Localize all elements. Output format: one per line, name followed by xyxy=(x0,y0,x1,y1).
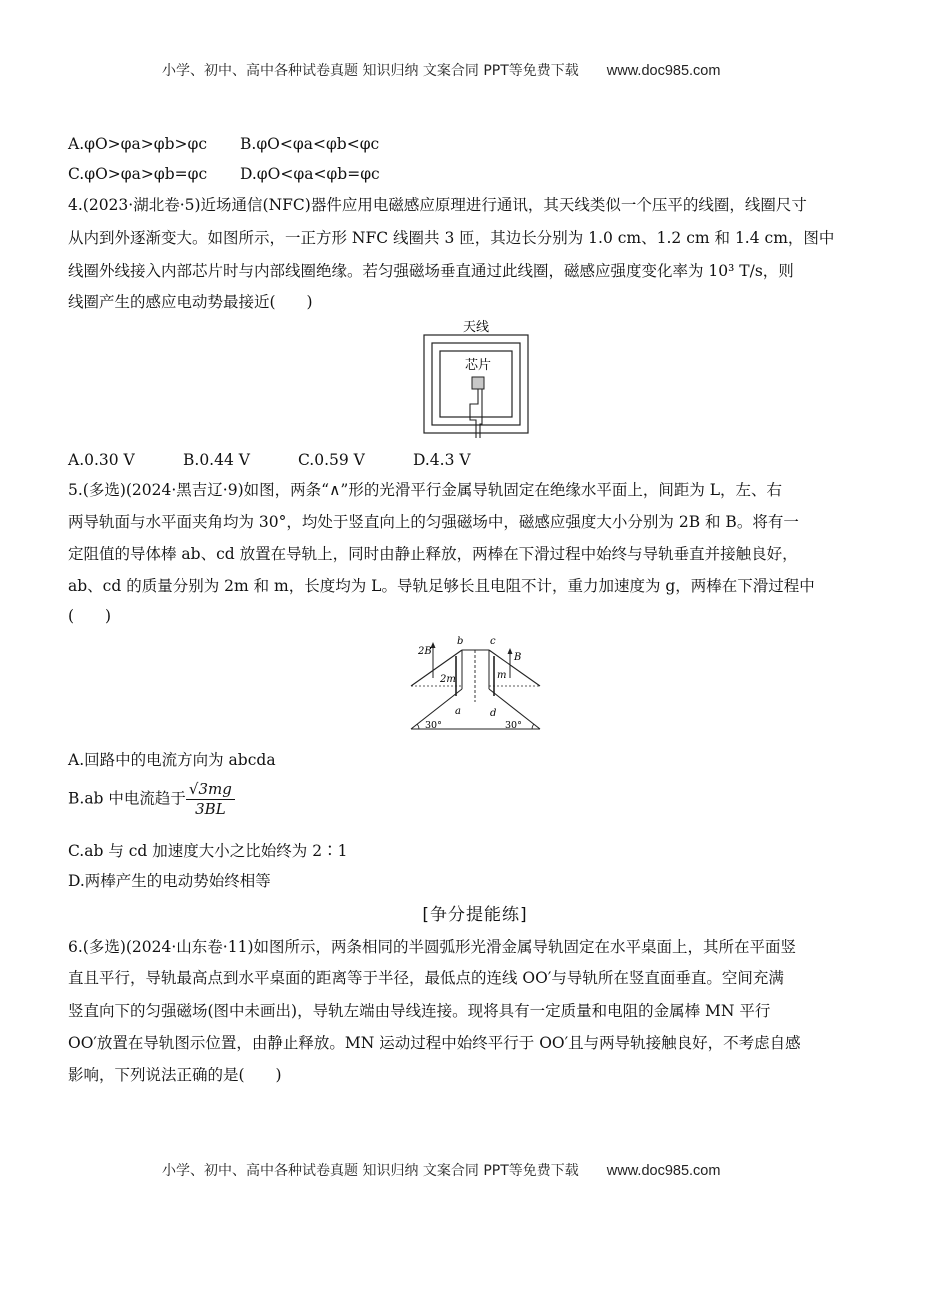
label-b-point: b xyxy=(457,636,464,647)
q5-line-2: 两导轨面与水平面夹角均为 30°，均处于竖直向上的匀强磁场中，磁感应强度大小分别为 2B 和 B。将有一 xyxy=(68,513,799,531)
label-angle-right: 30° xyxy=(505,720,522,731)
label-angle-left: 30° xyxy=(425,720,442,731)
q3-option-c: C.φO>φa>φb=φc xyxy=(68,165,208,183)
q5-option-c: C.ab 与 cd 加速度大小之比始终为 2∶1 xyxy=(68,842,348,860)
q4-option-b: B.0.44 V xyxy=(183,451,250,469)
q4-line-2: 从内到外逐渐变大。如图所示，一正方形 NFC 线圈共 3 匝，其边长分别为 1.0 cm、1.2 cm 和 1.4 cm，图中 xyxy=(68,229,835,247)
fraction-numerator: √3mg xyxy=(186,780,235,800)
chip-lead-out xyxy=(480,389,482,438)
q4-line-4: 线圈产生的感应电动势最接近( ) xyxy=(68,293,313,311)
chip-box xyxy=(472,377,484,389)
label-2m: 2m xyxy=(440,674,456,685)
q6-line-3: 竖直向下的匀强磁场(图中未画出)，导轨左端由导线连接。现将具有一定质量和电阻的金属棒 MN 平行 xyxy=(68,1002,771,1020)
header-text: 小学、初中、高中各种试卷真题 知识归纳 文案合同 PPT等免费下载 xyxy=(162,63,579,79)
q3-option-d: D.φO<φa<φb=φc xyxy=(240,165,380,183)
fraction-denominator: 3BL xyxy=(195,800,226,818)
q4-line-3: 线圈外线接入内部芯片时与内部线圈绝缘。若匀强磁场垂直通过此线圈，磁感应强度变化率为 10³ T/s，则 xyxy=(68,262,794,280)
section-title: [争分提能练] xyxy=(422,905,528,925)
label-2b: 2B xyxy=(418,646,432,657)
label-b-field: B xyxy=(514,652,522,663)
q5-option-b-fraction xyxy=(186,780,235,819)
footer-text: 小学、初中、高中各种试卷真题 知识归纳 文案合同 PPT等免费下载 xyxy=(162,1163,579,1179)
q4-option-c: C.0.59 V xyxy=(298,451,365,469)
q3-option-a: A.φO>φa>φb>φc xyxy=(68,135,208,153)
label-m: m xyxy=(497,670,507,681)
antenna-label: 天线 xyxy=(462,320,490,335)
chip-label: 芯片 xyxy=(464,358,492,373)
field-b-arrowhead xyxy=(508,648,513,654)
q4-option-a: A.0.30 V xyxy=(68,451,135,469)
header-url[interactable]: www.doc985.com xyxy=(606,63,721,79)
q5-line-3: 定阻值的导体棒 ab、cd 放置在导轨上，同时由静止释放，两棒在下滑过程中始终与导轨垂直并接触良好， xyxy=(68,545,798,563)
q4-line-1: 4.(2023·湖北卷·5)近场通信(NFC)器件应用电磁感应原理进行通讯，其天线类似一个压平的线圈，线圈尺寸 xyxy=(68,196,807,214)
angle-arc-right xyxy=(532,724,534,729)
footer-url[interactable]: www.doc985.com xyxy=(606,1163,721,1179)
q5-line-5: ( ) xyxy=(68,607,112,625)
q5-option-a: A.回路中的电流方向为 abcda xyxy=(68,751,276,769)
q5-option-d: D.两棒产生的电动势始终相等 xyxy=(68,872,271,890)
angle-arc-left xyxy=(417,724,419,729)
q6-line-2: 直且平行，导轨最高点到水平桌面的距离等于半径，最低点的连线 OO′与导轨所在竖直面垂直。空间充满 xyxy=(68,969,784,987)
q6-line-5: 影响，下列说法正确的是( ) xyxy=(68,1066,282,1084)
page-header xyxy=(162,60,720,80)
label-c-point: c xyxy=(490,636,496,647)
q3-option-b: B.φO<φa<φb<φc xyxy=(240,135,380,153)
nfc-coil-figure xyxy=(418,318,534,438)
q5-line-4: ab、cd 的质量分别为 2m 和 m，长度均为 L。导轨足够长且电阻不计，重力加速度为 g，两棒在下滑过程中 xyxy=(68,577,815,595)
q5-option-b-prefix: B.ab 中电流趋于 xyxy=(68,789,186,808)
q6-line-1: 6.(多选)(2024·山东卷·11)如图所示，两条相同的半圆弧形光滑金属导轨固定在水平桌面上，其所在平面竖 xyxy=(68,938,797,956)
q4-option-d: D.4.3 V xyxy=(413,451,471,469)
label-d-point: d xyxy=(490,708,497,719)
chip-lead-in xyxy=(470,389,478,438)
label-a-point: a xyxy=(455,706,461,717)
q5-line-1: 5.(多选)(2024·黑吉辽·9)如图，两条“∧”形的光滑平行金属导轨固定在绝缘水平面上，间距为 L，左、右 xyxy=(68,481,783,499)
page-footer xyxy=(162,1160,720,1180)
rails-figure xyxy=(405,632,547,734)
q5-option-b xyxy=(68,780,235,819)
q6-line-4: OO′放置在导轨图示位置，由静止释放。MN 运动过程中始终平行于 OO′且与两导轨接触良好，不考虑自感 xyxy=(68,1034,801,1052)
